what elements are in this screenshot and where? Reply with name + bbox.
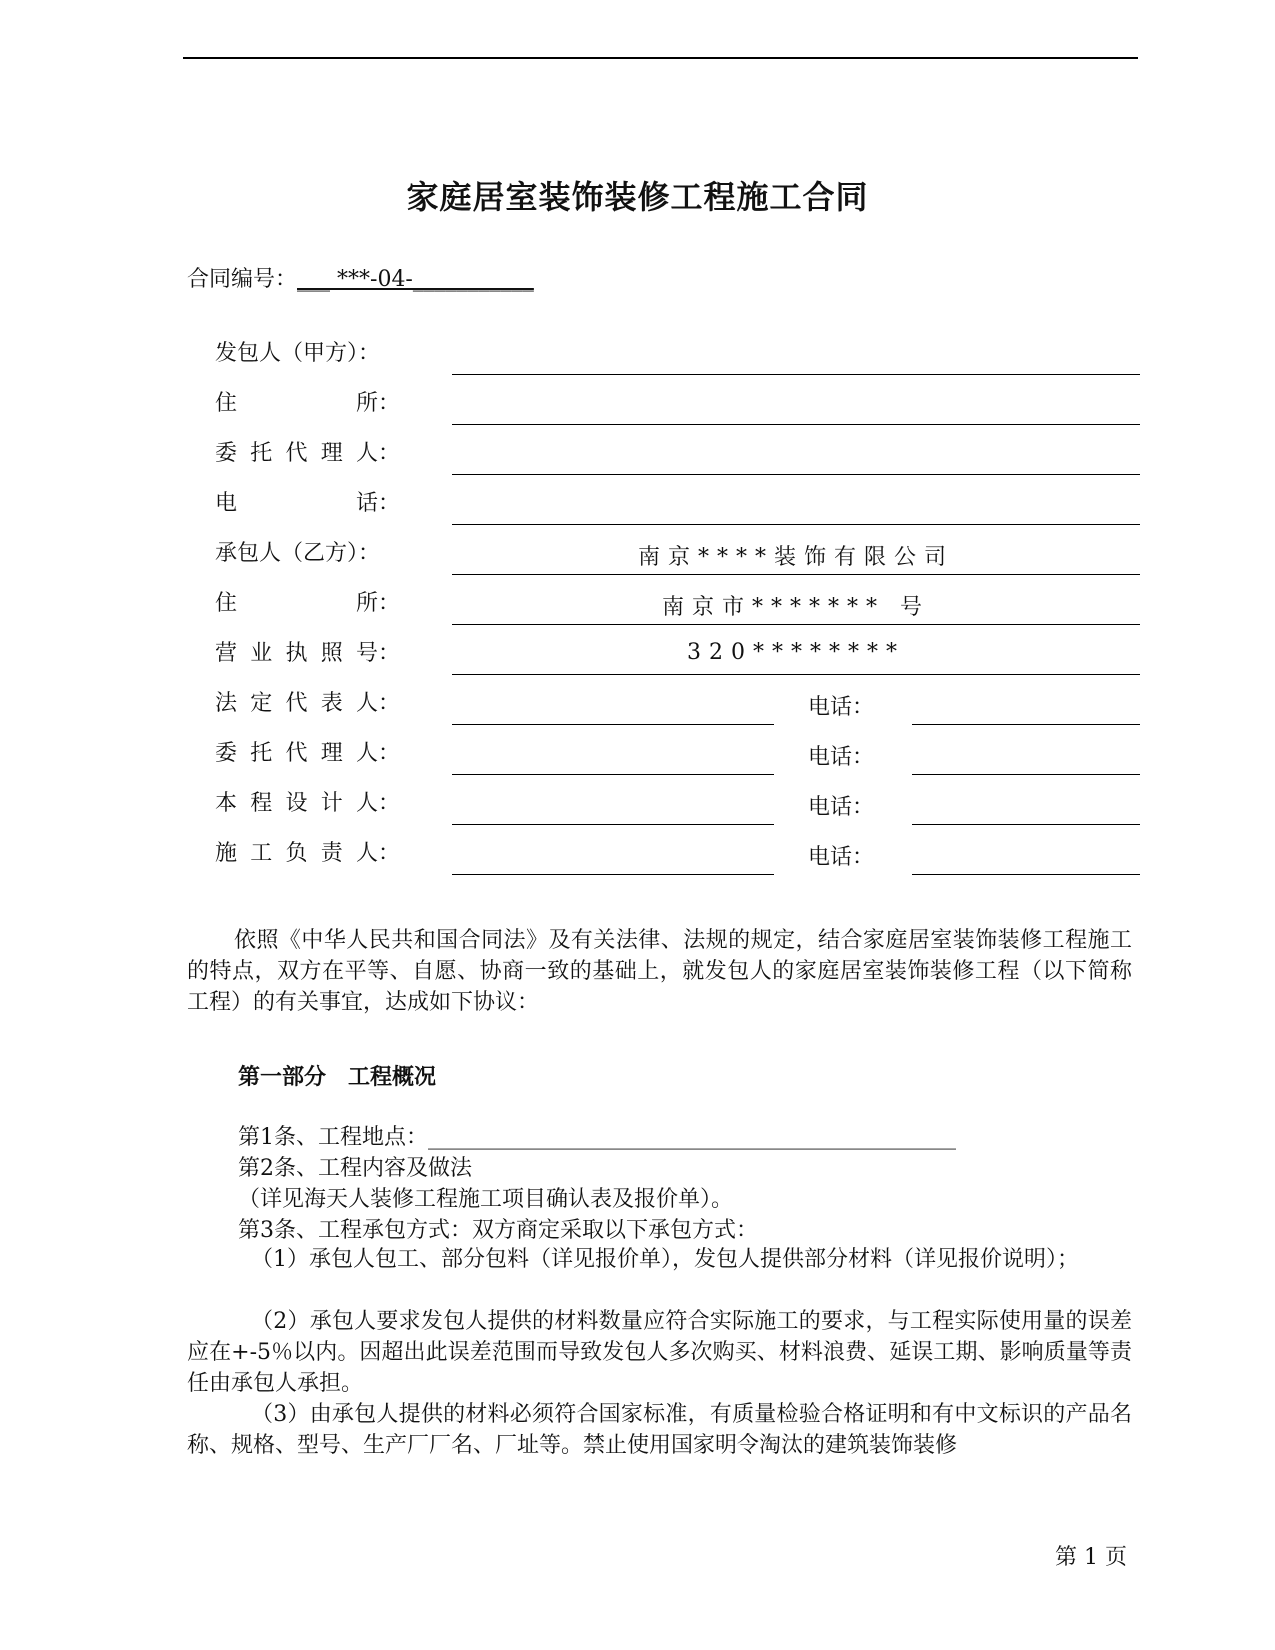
phone-label: 电话： bbox=[808, 695, 875, 720]
phone-label: 电话： bbox=[808, 795, 875, 820]
party-label: 电 话： bbox=[215, 491, 400, 516]
contract-number-value: ___ ***-04-___________ bbox=[297, 267, 534, 292]
article-3: 第3条、工程承包方式：双方商定采取以下承包方式： bbox=[238, 1218, 758, 1243]
article-2-note: （详见海天人装修工程施工项目确认表及报价单）。 bbox=[238, 1187, 734, 1212]
article-3-item-3: （3）由承包人提供的材料必须符合国家标准，有质量检验合格证明和有中文标识的产品名称、规格、型号、生产厂厂名、厂址等。禁止使用国家明令淘汰的建筑装饰装修 bbox=[187, 1402, 1132, 1458]
article-3-item-2: （2）承包人要求发包人提供的材料数量应符合实际施工的要求，与工程实际使用量的误差应在+-5％以内。因超出此误差范围而导致发包人多次购买、材料浪费、延误工期、影响质量等责任由承包人承担。 bbox=[187, 1309, 1132, 1396]
phone-label: 电话： bbox=[808, 745, 875, 770]
party-row-contractor-address bbox=[215, 586, 1140, 626]
party-label: 本 程 设 计 人： bbox=[215, 791, 400, 816]
header-rule bbox=[183, 57, 1138, 59]
party-row-license bbox=[215, 636, 1140, 676]
party-label: 法 定 代 表 人： bbox=[215, 691, 400, 716]
phone-fill-line bbox=[912, 724, 1140, 725]
fill-line bbox=[452, 574, 1140, 575]
party-row-site-manager bbox=[215, 836, 1140, 876]
fill-line bbox=[452, 824, 774, 825]
fill-line bbox=[452, 874, 774, 875]
article-2: 第2条、工程内容及做法 bbox=[238, 1156, 472, 1181]
article-3-item-1: （1）承包人包工、部分包料（详见报价单），发包人提供部分材料（详见报价说明）； bbox=[251, 1247, 1079, 1272]
contract-number bbox=[187, 262, 534, 293]
fill-line bbox=[452, 724, 774, 725]
party-label: 承包人（乙方）： bbox=[215, 541, 381, 566]
party-label: 施 工 负 责 人： bbox=[215, 841, 400, 866]
contractor-address: 南京市******* 号 bbox=[662, 595, 930, 620]
document-title: 家庭居室装饰装修工程施工合同 bbox=[406, 178, 869, 216]
party-row-contractor-agent bbox=[215, 736, 1140, 776]
party-row-employer-address bbox=[215, 386, 1140, 426]
page-number: 第 1 页 bbox=[1055, 1545, 1127, 1570]
fill-line bbox=[452, 374, 1140, 375]
fill-line bbox=[452, 774, 774, 775]
fill-line bbox=[452, 474, 1140, 475]
party-row-legal-rep bbox=[215, 686, 1140, 726]
phone-fill-line bbox=[912, 824, 1140, 825]
party-row-designer bbox=[215, 786, 1140, 826]
party-row-contractor bbox=[215, 536, 1140, 576]
phone-label: 电话： bbox=[808, 845, 875, 870]
fill-line bbox=[452, 524, 1140, 525]
party-label: 住 所： bbox=[215, 591, 400, 616]
party-row-employer bbox=[215, 336, 1140, 376]
intro-paragraph: 依照《中华人民共和国合同法》及有关法律、法规的规定，结合家庭居室装饰装修工程施工的特点，双方在平等、自愿、协商一致的基础上，就发包人的家庭居室装饰装修工程（以下简称工程）的有关事宜，达成如下协议： bbox=[187, 928, 1132, 1015]
contractor-name: 南京****装饰有限公司 bbox=[637, 545, 954, 570]
party-label: 委 托 代 理 人： bbox=[215, 741, 400, 766]
party-label: 住 所： bbox=[215, 391, 400, 416]
license-number: 320******** bbox=[687, 640, 905, 665]
contract-number-label: 合同编号： bbox=[187, 267, 298, 292]
party-label: 发包人（甲方）： bbox=[215, 341, 381, 366]
phone-fill-line bbox=[912, 874, 1140, 875]
article-1: 第1条、工程地点：________________________________________________ bbox=[238, 1125, 956, 1150]
fill-line bbox=[452, 624, 1140, 625]
party-label: 委 托 代 理 人： bbox=[215, 441, 400, 466]
phone-fill-line bbox=[912, 774, 1140, 775]
fill-line bbox=[452, 424, 1140, 425]
party-row-employer-phone bbox=[215, 486, 1140, 526]
party-row-employer-agent bbox=[215, 436, 1140, 476]
part-one-heading: 第一部分 工程概况 bbox=[238, 1064, 437, 1090]
fill-line bbox=[452, 674, 1140, 675]
party-label: 营 业 执 照 号： bbox=[215, 641, 400, 666]
